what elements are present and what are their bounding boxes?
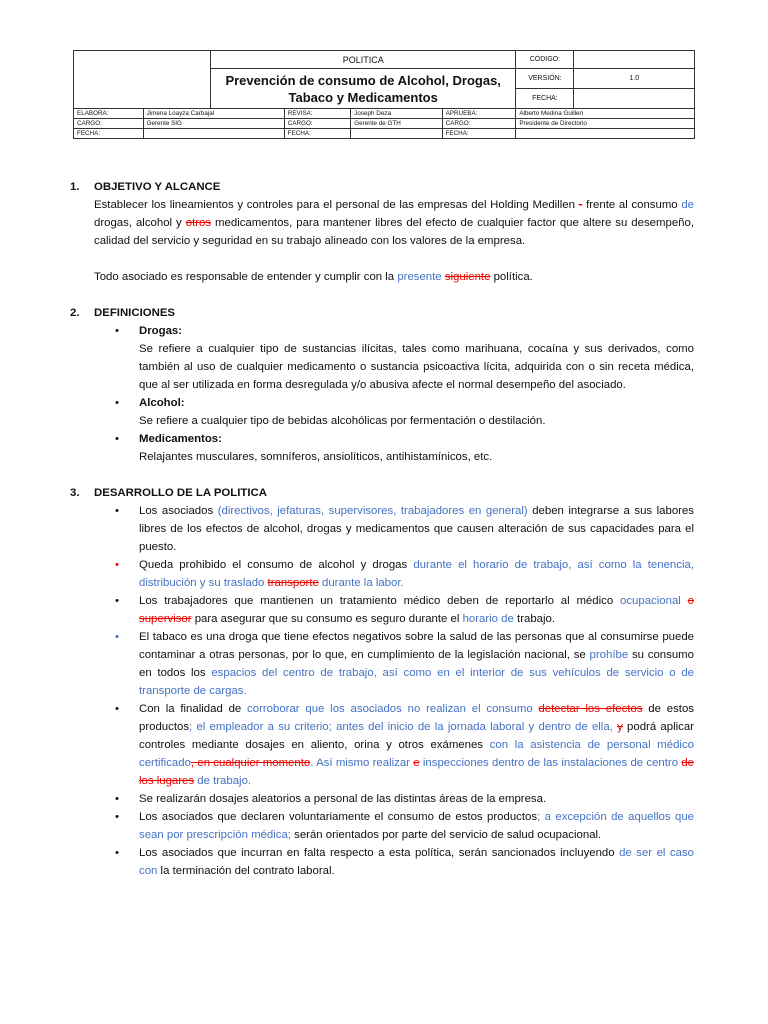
inserted-text: ; el empleador a su criterio; antes del inicio de la jornada laboral y dentro de ella, (189, 721, 613, 733)
aprueba-value: Alberto Medina Guillen (516, 109, 695, 119)
cargo-value-3: Presidente de Directorio (516, 119, 695, 129)
policy-list (70, 502, 694, 880)
revisa-value: Joseph Deza (351, 109, 442, 119)
cargo-value-1: Gerente SIG (143, 119, 284, 129)
list-item (70, 394, 694, 412)
inserted-text: . Así mismo realizar (310, 757, 410, 769)
inserted-text: durante el horario de trabajo, así como la tenencia, distribución y su traslado (139, 559, 694, 589)
deleted-text: - (578, 199, 583, 211)
definition-term: Drogas: (139, 325, 183, 337)
codigo-label: CÓDIGO: (516, 51, 574, 69)
bullet-icon: • (115, 325, 119, 337)
fecha-row-value-1 (143, 129, 284, 139)
inserted-text: (directivos, jefaturas, supervisores, trabajadores en general) (217, 505, 528, 517)
fecha-row-label-1: FECHA: (74, 129, 144, 139)
cargo-label-2: CARGO: (284, 119, 350, 129)
text-run: podrá aplicar controles mediante dosajes en aliento, orina y otros exámenes (139, 721, 694, 751)
list-item (70, 790, 694, 808)
text-run: la terminación del contrato laboral. (157, 865, 335, 877)
elabora-label: ELABORA: (74, 109, 144, 119)
section-1-heading (70, 178, 694, 196)
section-number: 2. (70, 307, 80, 319)
deleted-text: , en cualquier momento (190, 757, 311, 769)
inserted-text: espacios del centro de trabajo, así como en el interior de sus vehículos de servicio o de transporte de cargas. (139, 667, 694, 697)
codigo-value (574, 51, 695, 69)
elabora-value: Jimena Loayza Carbajal (143, 109, 284, 119)
definitions-list (70, 322, 694, 466)
bullet-icon: • (115, 433, 119, 445)
bullet-icon: • (115, 811, 119, 823)
inserted-text: ; a excepción de aquellos que sean por prescripción médica; (139, 811, 694, 841)
bullet-icon: • (115, 595, 119, 607)
bullet-icon: • (115, 847, 119, 859)
version-value: 1.0 (574, 69, 695, 89)
inserted-text: de trabajo. (194, 775, 252, 787)
text-run: Los asociados (139, 505, 218, 517)
section-2-heading (70, 304, 694, 322)
text-run: su consumo en todos los (139, 649, 694, 679)
list-item (70, 628, 694, 700)
bullet-icon: • (115, 703, 119, 715)
cargo-value-2: Gerente de GTH (351, 119, 442, 129)
inserted-text: presente (397, 271, 442, 283)
list-item-text (70, 412, 694, 430)
section-number: 3. (70, 487, 80, 499)
fecha-row-label-2: FECHA: (284, 129, 350, 139)
list-item (70, 808, 694, 844)
text-run: El tabaco es una droga que tiene efectos negativos sobre la salud de las personas que al consumirse puede contaminar a otras personas, por lo que, en cumplimiento de la legislación nacional, se (139, 631, 694, 661)
list-item-text (70, 448, 694, 466)
objective-paragraph (94, 196, 694, 250)
section-number: 1. (70, 181, 80, 193)
section-title: DESARROLLO DE LA POLITICA (94, 487, 267, 499)
definition-term: Alcohol: (139, 397, 185, 409)
text-run: Los asociados que declaren voluntariamente el consumo de estos productos (139, 811, 538, 823)
list-item (70, 502, 694, 556)
document-header-table (73, 50, 695, 139)
inserted-text: ocupacional (620, 595, 681, 607)
section-title: DEFINICIONES (94, 307, 176, 319)
responsibility-paragraph (94, 268, 694, 286)
cargo-label-1: CARGO: (74, 119, 144, 129)
deleted-text: y (617, 721, 623, 733)
list-item (70, 844, 694, 880)
text-run: Con la finalidad de (139, 703, 248, 715)
text-run: drogas, alcohol y (94, 217, 186, 229)
text-run: frente al consumo (582, 199, 682, 211)
deleted-text: o supervisor (139, 595, 694, 625)
text-run: Se realizarán dosajes aleatorios a personal de las distintas áreas de la empresa. (139, 793, 547, 805)
fecha-row-value-2 (351, 129, 442, 139)
fecha-label: FECHA: (516, 89, 574, 109)
deleted-text: e (413, 757, 420, 769)
list-item (70, 700, 694, 790)
list-item (70, 556, 694, 592)
fecha-row-value-3 (516, 129, 695, 139)
inserted-text: inspecciones dentro de las instalaciones de centro (419, 757, 679, 769)
bullet-icon: • (115, 793, 119, 805)
deleted-text: de los lugares (139, 757, 695, 787)
bullet-icon: • (115, 559, 119, 571)
bullet-icon: • (115, 505, 119, 517)
definition-text: Se refiere a cualquier tipo de bebidas alcohólicas por fermentación o destilación. (139, 415, 546, 427)
text-run: serán orientados por parte del servicio de salud ocupacional. (290, 829, 602, 841)
version-label: VERSIÓN: (516, 69, 574, 89)
list-item (70, 430, 694, 448)
definition-term: Medicamentos: (139, 433, 222, 445)
text-run: deben integrarse a sus labores libres de los efectos de alcohol, drogas y medicamentos que causen alteración de sus capacidades para el puesto. (139, 505, 694, 553)
text-run: medicamentos, para mantener libres del efecto de cualquier factor que altere su desempeño, calidad del servicio y seguridad en su trabajo alineado con los valores de la empresa. (94, 217, 695, 247)
text-run: Los asociados que incurran en falta respecto a esta política, serán sancionados incluyendo (139, 847, 620, 859)
list-item-text (70, 340, 694, 394)
section-3-heading (70, 484, 694, 502)
logo-cell (74, 51, 211, 109)
deleted-text: siguiente (444, 271, 491, 283)
text-run: Los trabajadores que mantienen un tratamiento médico deben de reportarlo al médico (139, 595, 621, 607)
document-title: Prevención de consumo de Alcohol, Drogas, Tabaco y Medicamentos (211, 69, 516, 109)
section-title: OBJETIVO Y ALCANCE (94, 181, 221, 193)
inserted-text: corroborar que los asociados no realizan el consumo (247, 703, 533, 715)
text-run: Queda prohibido el consumo de alcohol y drogas (139, 559, 414, 571)
text-run: para asegurar que su consumo es seguro durante el (191, 613, 463, 625)
definition-text: Relajantes musculares, somníferos, ansiolíticos, antihistamínicos, etc. (139, 451, 493, 463)
definition-text: Se refiere a cualquier tipo de sustancias ilícitas, tales como marihuana, cocaína y sus derivados, como también al uso de cualquier medicamento o sustancia psicoactiva lícita, adquirida con o sin receta médica, que al ser utilizada en forma desregulada y/o abusiva afecte el normal desempeño del asociado. (139, 343, 694, 391)
inserted-text: horario de (462, 613, 514, 625)
revisa-label: REVISA: (284, 109, 350, 119)
fecha-value (574, 89, 695, 109)
fecha-row-label-3: FECHA: (442, 129, 516, 139)
text-run: Establecer los lineamientos y controles para el personal de las empresas del Holding Medillen (94, 199, 579, 211)
cargo-label-3: CARGO: (442, 119, 516, 129)
document-body (70, 178, 694, 880)
inserted-text: de ser el caso con (139, 847, 694, 877)
deleted-text: transporte (267, 577, 319, 589)
inserted-text: prohíbe (589, 649, 629, 661)
bullet-icon: • (115, 397, 119, 409)
text-run: de estos productos (139, 703, 694, 733)
list-item (70, 592, 694, 628)
aprueba-label: APRUEBA: (442, 109, 516, 119)
text-run: política. (490, 271, 533, 283)
list-item (70, 322, 694, 340)
inserted-text: de (681, 199, 694, 211)
inserted-text: durante la labor. (318, 577, 404, 589)
text-run: trabajo. (513, 613, 556, 625)
inserted-text: con la asistencia de personal médico certificado (139, 739, 694, 769)
policy-label: POLITICA (211, 51, 516, 69)
bullet-icon: • (115, 631, 119, 643)
text-run: Todo asociado es responsable de entender y cumplir con la (94, 271, 398, 283)
deleted-text: otros (185, 217, 212, 229)
deleted-text: detectar los efectos (538, 703, 643, 715)
